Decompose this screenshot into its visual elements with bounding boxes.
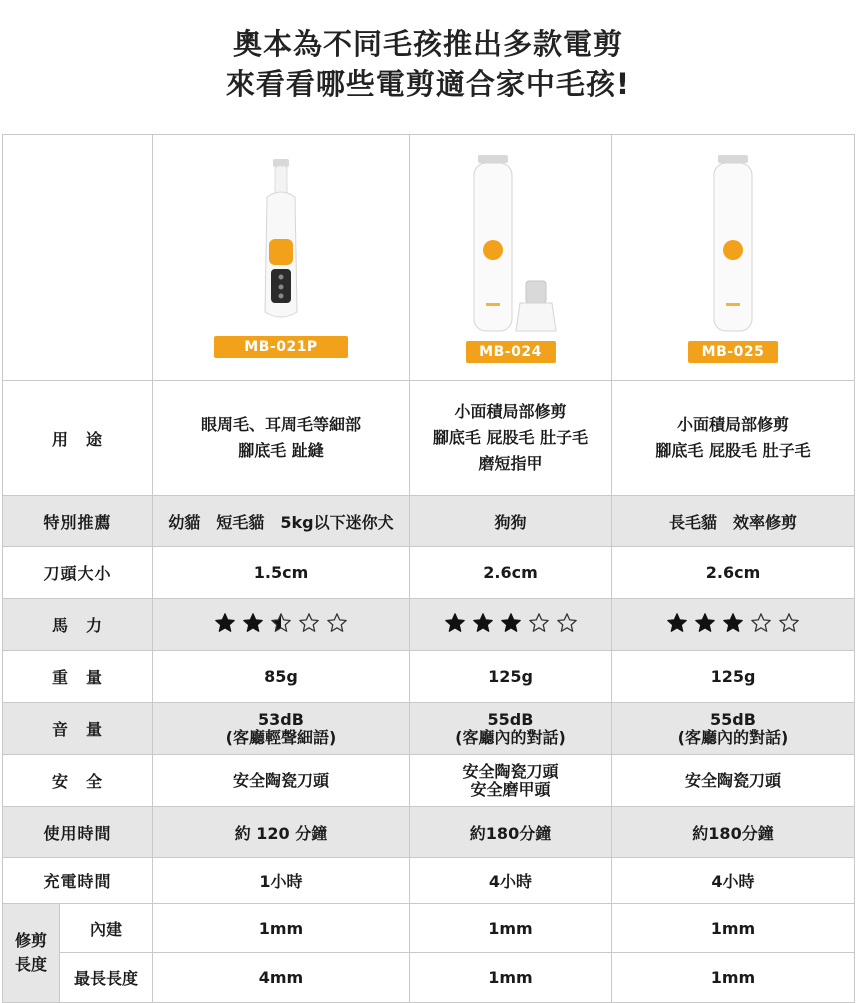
volume-db: 55dB [487, 709, 534, 729]
power-mb024 [410, 599, 612, 651]
volume-db: 53dB [258, 709, 304, 729]
star-filled-icon [666, 612, 688, 634]
star-outline-icon [326, 612, 348, 634]
weight-mb021p: 85g [153, 651, 410, 703]
product-cell-mb021p [153, 135, 410, 381]
star-filled-icon [722, 612, 744, 634]
volume-note: (客廳內的對話) [677, 727, 789, 747]
blade-mb021p: 1.5cm [153, 547, 410, 599]
row-trim-builtin [3, 904, 855, 953]
label-usage: 用 途 [3, 381, 153, 496]
label-charge: 充電時間 [3, 858, 153, 904]
usage-line: 小面積局部修剪 [454, 402, 567, 421]
header-line-2: 來看看哪些電剪適合家中毛孩! [225, 67, 631, 101]
usage-line: 磨短指甲 [478, 454, 543, 473]
label-volume: 音 量 [3, 703, 153, 755]
star-filled-icon [214, 612, 236, 634]
trimmer-mb021p-image [251, 157, 311, 322]
recommend-mb024: 狗狗 [410, 496, 612, 547]
blade-mb025: 2.6cm [612, 547, 855, 599]
label-power: 馬 力 [3, 599, 153, 651]
trim-group-line: 長度 [14, 955, 47, 974]
usage-mb025 [612, 381, 855, 496]
star-half-icon [270, 612, 292, 634]
label-recommend: 特別推薦 [3, 496, 153, 547]
trim-builtin-mb024: 1mm [410, 904, 612, 953]
label-trim-max: 最長長度 [60, 953, 153, 1003]
product-row [3, 135, 855, 381]
runtime-mb024: 約180分鐘 [410, 807, 612, 858]
star-filled-icon [694, 612, 716, 634]
trimmer-mb024-image [456, 153, 566, 333]
star-outline-icon [556, 612, 578, 634]
usage-mb024 [410, 381, 612, 496]
row-recommend [3, 496, 855, 547]
usage-line: 腳底毛 趾縫 [238, 441, 324, 460]
row-weight [3, 651, 855, 703]
star-filled-icon [242, 612, 264, 634]
row-runtime [3, 807, 855, 858]
charge-mb024: 4小時 [410, 858, 612, 904]
runtime-mb025: 約180分鐘 [612, 807, 855, 858]
charge-mb021p: 1小時 [153, 858, 410, 904]
usage-line: 腳底毛 屁股毛 肚子毛 [655, 441, 811, 460]
corner-cell [3, 135, 153, 381]
volume-note: (客廳輕聲細語) [225, 727, 337, 747]
power-stars [214, 612, 348, 634]
recommend-mb021p: 幼貓 短毛貓 5kg以下迷你犬 [153, 496, 410, 547]
safety-line: 安全陶瓷刀頭 [684, 770, 781, 790]
label-weight: 重 量 [3, 651, 153, 703]
usage-line: 腳底毛 屁股毛 肚子毛 [432, 428, 589, 447]
star-filled-icon [472, 612, 494, 634]
trim-max-mb025: 1mm [612, 953, 855, 1003]
label-trim-group [3, 904, 60, 1003]
row-power [3, 599, 855, 651]
volume-note: (客廳內的對話) [455, 727, 566, 747]
safety-mb025 [612, 755, 855, 807]
weight-mb024: 125g [410, 651, 612, 703]
row-usage [3, 381, 855, 496]
recommend-mb025: 長毛貓 效率修剪 [612, 496, 855, 547]
runtime-mb021p: 約 120 分鐘 [153, 807, 410, 858]
blade-mb024: 2.6cm [410, 547, 612, 599]
row-safety [3, 755, 855, 807]
usage-line: 小面積局部修剪 [676, 415, 789, 434]
star-outline-icon [750, 612, 772, 634]
label-trim-builtin: 內建 [60, 904, 153, 953]
weight-mb025: 125g [612, 651, 855, 703]
safety-line: 安全陶瓷刀頭 [232, 770, 329, 790]
volume-mb024 [410, 703, 612, 755]
model-badge-mb024: MB-024 [466, 341, 556, 363]
safety-mb021p [153, 755, 410, 807]
safety-line: 安全磨甲頭 [470, 779, 551, 799]
header-line-1: 奧本為不同毛孩推出多款電剪 [232, 27, 623, 61]
power-mb025 [612, 599, 855, 651]
safety-line: 安全陶瓷刀頭 [462, 761, 559, 781]
volume-mb025 [612, 703, 855, 755]
product-cell-mb024 [410, 135, 612, 381]
page-header [0, 0, 856, 134]
volume-db: 55dB [710, 709, 756, 729]
row-volume [3, 703, 855, 755]
power-stars [444, 612, 578, 634]
star-outline-icon [528, 612, 550, 634]
row-blade [3, 547, 855, 599]
star-filled-icon [444, 612, 466, 634]
power-stars [666, 612, 800, 634]
comparison-table [2, 134, 855, 1003]
trimmer-mb025-image [703, 153, 763, 333]
star-outline-icon [778, 612, 800, 634]
safety-mb024 [410, 755, 612, 807]
star-filled-icon [500, 612, 522, 634]
model-badge-mb025: MB-025 [688, 341, 778, 363]
trim-group-line: 修剪 [14, 931, 47, 950]
charge-mb025: 4小時 [612, 858, 855, 904]
power-mb021p [153, 599, 410, 651]
label-runtime: 使用時間 [3, 807, 153, 858]
model-badge-mb021p: MB-021P [214, 336, 348, 358]
usage-line: 眼周毛、耳周毛等細部 [200, 415, 361, 434]
trim-max-mb021p: 4mm [153, 953, 410, 1003]
trim-builtin-mb025: 1mm [612, 904, 855, 953]
usage-mb021p [153, 381, 410, 496]
trim-max-mb024: 1mm [410, 953, 612, 1003]
row-charge [3, 858, 855, 904]
product-cell-mb025 [612, 135, 855, 381]
label-blade: 刀頭大小 [3, 547, 153, 599]
trim-builtin-mb021p: 1mm [153, 904, 410, 953]
volume-mb021p [153, 703, 410, 755]
label-safety: 安 全 [3, 755, 153, 807]
row-trim-max [3, 953, 855, 1003]
star-outline-icon [298, 612, 320, 634]
